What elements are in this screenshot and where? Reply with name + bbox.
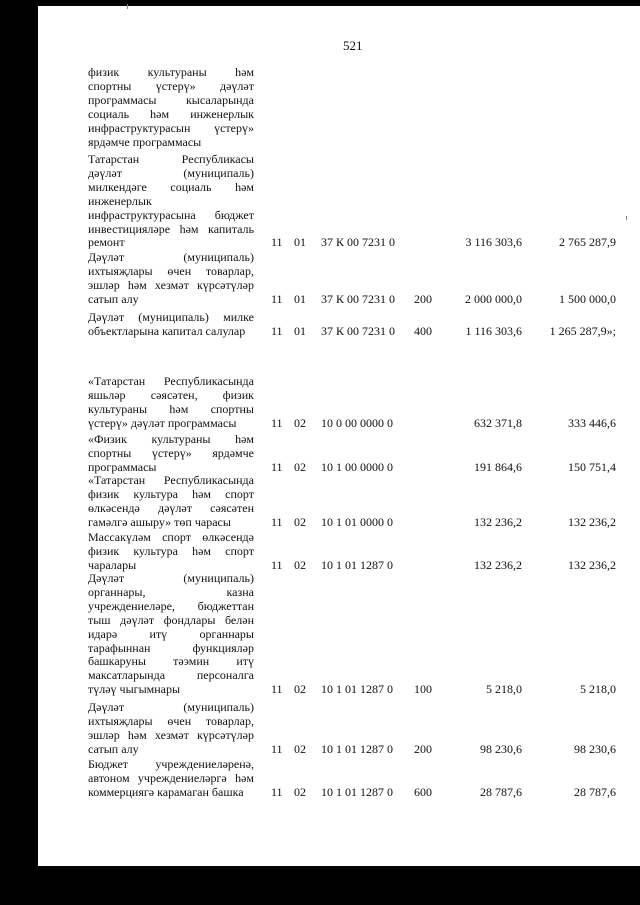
table-row <box>0 153 640 250</box>
expense-type-code: 100 <box>414 682 432 697</box>
subsection-code: 02 <box>294 682 306 697</box>
row-description <box>88 701 254 757</box>
scan-mark <box>127 4 128 9</box>
amount-year-2: 5 218,0 <box>580 682 616 697</box>
row-description <box>88 153 254 250</box>
amount-year-1: 191 864,6 <box>474 459 522 474</box>
description-line: сатып алу <box>88 291 139 306</box>
target-article-code: 10 1 01 1287 0 <box>321 741 393 756</box>
expense-type-code: 600 <box>414 784 432 799</box>
amount-year-2: 132 236,2 <box>568 557 616 572</box>
expense-type-code: 400 <box>414 323 432 338</box>
description-line: коммерциягә карамаган башка <box>88 784 244 799</box>
table-row <box>0 531 640 573</box>
target-article-code: 37 К 00 7231 0 <box>321 291 396 306</box>
description-line: физик культура һәм спорт <box>88 543 254 558</box>
table-row <box>0 474 640 530</box>
amount-year-2: 1 265 287,9»; <box>549 323 616 338</box>
row-description <box>88 433 254 475</box>
description-line: чаралары <box>88 557 137 572</box>
description-line: эшләр һәм хезмәт күрсәтүләр <box>88 727 254 742</box>
subsection-code: 02 <box>294 514 306 529</box>
description-line: өлкәсендә дәүләт сәясәтен <box>88 500 254 515</box>
amount-year-1: 5 218,0 <box>486 682 522 697</box>
table-row <box>0 758 640 800</box>
subsection-code: 01 <box>294 323 306 338</box>
description-line: ихтыяҗлары өчен товарлар, <box>88 713 254 728</box>
amount-year-1: 632 371,8 <box>474 415 522 430</box>
amount-year-2: 28 787,6 <box>574 784 616 799</box>
row-description <box>88 251 254 307</box>
description-line: ремонт <box>88 235 125 250</box>
description-line: эшләр һәм хезмәт күрсәтүләр <box>88 277 254 292</box>
description-line: дәүләт (муниципаль) <box>88 165 254 180</box>
description-line: «Физик культураны һәм <box>88 432 254 446</box>
section-code: 11 <box>271 557 283 572</box>
table-row <box>0 66 640 149</box>
page-number: 521 <box>343 38 363 53</box>
description-line: автоном учреждениеләргә һәм <box>88 770 254 785</box>
scan-border-top <box>0 0 640 6</box>
description-line: физик культураны һәм <box>88 65 254 79</box>
table-row <box>0 572 640 697</box>
target-article-code: 10 1 01 1287 0 <box>321 784 393 799</box>
row-description <box>88 572 254 697</box>
amount-year-1: 132 236,2 <box>474 557 522 572</box>
description-line: түләү чыгымнары <box>88 682 181 697</box>
amount-year-2: 150 751,4 <box>568 459 616 474</box>
section-code: 11 <box>271 784 283 799</box>
amount-year-1: 28 787,6 <box>480 784 522 799</box>
target-article-code: 10 1 01 0000 0 <box>321 514 393 529</box>
table-row <box>0 251 640 307</box>
target-article-code: 10 1 01 1287 0 <box>321 557 393 572</box>
amount-year-1: 2 000 000,0 <box>465 291 522 306</box>
amount-year-1: 3 116 303,6 <box>465 235 522 250</box>
section-code: 11 <box>271 291 283 306</box>
amount-year-1: 1 116 303,6 <box>465 323 522 338</box>
description-line: культураны һәм спортны <box>88 401 254 416</box>
description-line: тарафыннан функцияләр <box>88 640 254 655</box>
scan-border-bottom <box>0 866 640 905</box>
description-line: Массакүләм спорт өлкәсендә <box>88 530 254 544</box>
subsection-code: 02 <box>294 459 306 474</box>
amount-year-2: 132 236,2 <box>568 514 616 529</box>
row-description <box>88 66 254 149</box>
amount-year-2: 2 765 287,9 <box>559 235 616 250</box>
description-line: программасы кысаларында <box>88 92 254 107</box>
description-line: үстерү» дәүләт программасы <box>88 415 237 430</box>
description-line: «Татарстан Республикасында <box>88 473 254 487</box>
target-article-code: 10 1 00 0000 0 <box>321 459 393 474</box>
section-code: 11 <box>271 459 283 474</box>
expense-type-code: 200 <box>414 291 432 306</box>
amount-year-1: 132 236,2 <box>474 514 522 529</box>
description-line: инфраструктурасын үстерү» <box>88 120 254 135</box>
subsection-code: 02 <box>294 741 306 756</box>
section-code: 11 <box>271 741 283 756</box>
target-article-code: 10 0 00 0000 0 <box>321 415 393 430</box>
subsection-code: 02 <box>294 784 306 799</box>
description-line: инфраструктурасына бюджет <box>88 207 254 222</box>
description-line: максатларында персоналга <box>88 668 254 683</box>
table-row <box>0 311 640 339</box>
row-description <box>88 758 254 800</box>
description-line: ихтыяҗлары өчен товарлар, <box>88 263 254 278</box>
description-line: идарә итү органнары <box>88 626 254 641</box>
target-article-code: 37 К 00 7231 0 <box>321 235 396 250</box>
description-line: инвестицияләре һәм капиталь <box>88 221 254 236</box>
row-description <box>88 311 254 339</box>
table-row <box>0 701 640 757</box>
amount-year-2: 333 446,6 <box>568 415 616 430</box>
description-line: спортны үстерү» дәүләт <box>88 78 254 93</box>
expense-type-code: 200 <box>414 741 432 756</box>
amount-year-1: 98 230,6 <box>480 741 522 756</box>
description-line: тыш дәүләт фондлары белән <box>88 612 254 627</box>
description-line: физик культура һәм спорт <box>88 486 254 501</box>
subsection-code: 02 <box>294 415 306 430</box>
target-article-code: 37 К 00 7231 0 <box>321 323 396 338</box>
description-line: «Татарстан Республикасында <box>88 374 254 388</box>
section-code: 11 <box>271 323 283 338</box>
amount-year-2: 1 500 000,0 <box>559 291 616 306</box>
row-description <box>88 474 254 530</box>
description-line: Бюджет учреждениеләренә, <box>88 757 254 771</box>
table-row <box>0 433 640 475</box>
row-description <box>88 531 254 573</box>
description-line: сатып алу <box>88 741 139 756</box>
description-line: социаль һәм инженерлык <box>88 106 254 121</box>
description-line: милкендәге социаль һәм <box>88 179 254 194</box>
description-line: программасы <box>88 459 157 474</box>
description-line: учреждениеләре, бюджеттан <box>88 598 254 613</box>
subsection-code: 01 <box>294 235 306 250</box>
description-line: Дәүләт (муниципаль) <box>88 571 254 585</box>
section-code: 11 <box>271 235 283 250</box>
description-line: спортны үстерү» ярдәмче <box>88 445 254 460</box>
description-line: ярдәмче программасы <box>88 134 202 149</box>
section-code: 11 <box>271 514 283 529</box>
target-article-code: 10 1 01 1287 0 <box>321 682 393 697</box>
description-line: Татарстан Республикасы <box>88 152 254 166</box>
subsection-code: 01 <box>294 291 306 306</box>
description-line: башкаруны тәэмин итү <box>88 654 254 669</box>
description-line: яшьләр сәясәтен, физик <box>88 387 254 402</box>
section-code: 11 <box>271 682 283 697</box>
amount-year-2: 98 230,6 <box>574 741 616 756</box>
description-line: Дәүләт (муниципаль) милке <box>88 310 254 324</box>
description-line: Дәүләт (муниципаль) <box>88 250 254 264</box>
description-line: объектларына капитал салулар <box>88 323 246 338</box>
row-description <box>88 375 254 431</box>
description-line: органнары, казна <box>88 584 254 599</box>
description-line: Дәүләт (муниципаль) <box>88 700 254 714</box>
table-row <box>0 375 640 431</box>
description-line: гамәлгә ашыру» төп чарасы <box>88 514 231 529</box>
section-code: 11 <box>271 415 283 430</box>
description-line: инженерлык <box>88 193 152 208</box>
subsection-code: 02 <box>294 557 306 572</box>
